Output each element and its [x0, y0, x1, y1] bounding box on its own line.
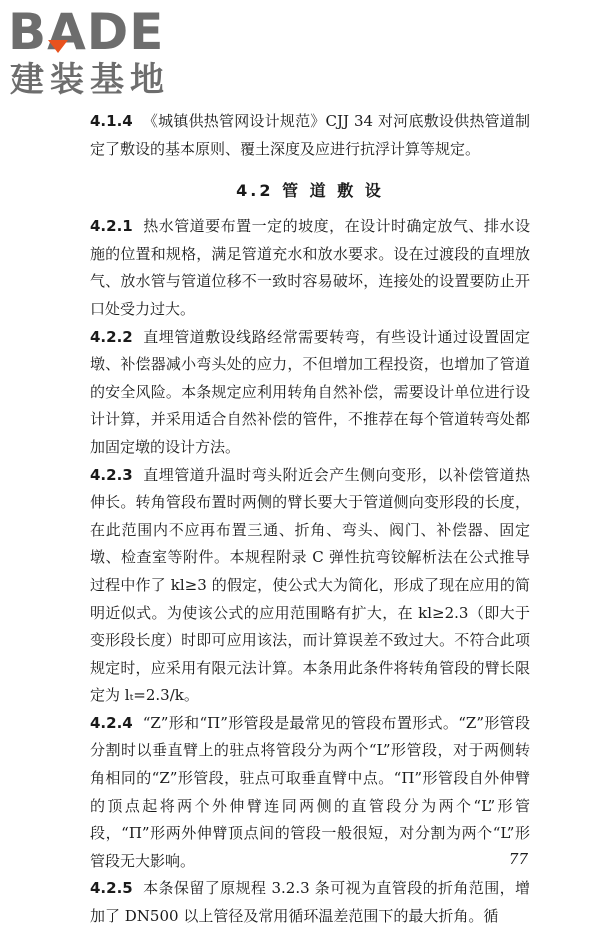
logo-accent-triangle-icon	[48, 40, 68, 53]
clause-text: 直埋管道敷设线路经常需要转弯，有些设计通过设置固定墩、补偿器减小弯头处的应力，不但增加工程投资，也增加了管道的安全风险。本条规定应利用转角自然补偿，需要设计单位进行设计计算，并采用适合自然补偿的管件，不推荐在每个管道转弯处都加固定墩的设计方法。	[90, 327, 530, 456]
clause-number: 4.1.4	[90, 112, 133, 130]
clause-text: 本条保留了原规程 3.2.3 条可视为直管段的折角范围，增加了 DN500 以上管径及常用循环温差范围下的最大折角。循	[90, 879, 530, 926]
logo-subtitle: 建装基地	[10, 60, 170, 100]
clause-4-2-2	[90, 324, 530, 462]
clause-number: 4.2.1	[90, 217, 133, 236]
page-content	[90, 108, 530, 931]
clause-4-2-4	[90, 710, 530, 876]
logo-wordmark: BADE	[8, 3, 165, 61]
clause-4-2-5	[90, 875, 530, 930]
clause-4-2-3	[90, 462, 530, 710]
clause-text: 热水管道要布置一定的坡度，在设计时确定放气、排水设施的位置和规格，满足管道充水和放水要求。设在过渡段的直埋放气、放水管与管道位移不一致时容易破坏，连接处的设置要防止开口处受力过大。	[90, 217, 530, 318]
clause-4-1-4	[90, 108, 530, 163]
clause-number: 4.2.2	[90, 327, 133, 346]
clause-number: 4.2.5	[90, 879, 133, 898]
clause-text: 《城镇供热管网设计规范》CJJ 34 对河底敷设供热管道制定了敷设的基本原则、覆土深度及应进行抗浮计算等规定。	[90, 112, 530, 158]
page-number: 77	[508, 850, 528, 868]
section-heading: 4.2 管 道 敷 设	[236, 181, 384, 201]
clause-text: 直埋管道升温时弯头附近会产生侧向变形，以补偿管道热伸长。转角管段布置时两侧的臂长要大于管道侧向变形段的长度，在此范围内不应再布置三通、折角、弯头、阀门、补偿器、固定墩、检查室等附件。本规程附录 C 弹性抗弯铰解析法在公式推导过程中作了 kl≥3 的假定，使公式大为简化，形成了现在应用的简明近似式。为使该公式的应用范围略有扩大，在 kl≥2.3（即大于变形段长度）时即可应用该法，而计算误差不致过大。不符合此项规定时，应采用有限元法计算。本条用此条件将转角管段的臂长限定为 lₜ=2.3/k。	[90, 465, 530, 705]
bade-logo	[8, 4, 188, 104]
clause-4-2-1	[90, 213, 530, 323]
clause-number: 4.2.3	[90, 465, 133, 484]
clause-text: “Z”形和“Π”形管段是最常见的管段布置形式。“Z”形管段分割时以垂直臂上的驻点将管段分为两个“L”形管段，对于两侧转角相同的“Z”形管段，驻点可取垂直臂中点。“Π”形管段自外伸臂的顶点起将两个外伸臂连同两侧的直管段分为两个“L”形管段，“Π”形两外伸臂顶点间的管段一般很短，对分割为两个“L”形管段无大影响。	[90, 713, 530, 870]
clause-number: 4.2.4	[90, 713, 133, 732]
